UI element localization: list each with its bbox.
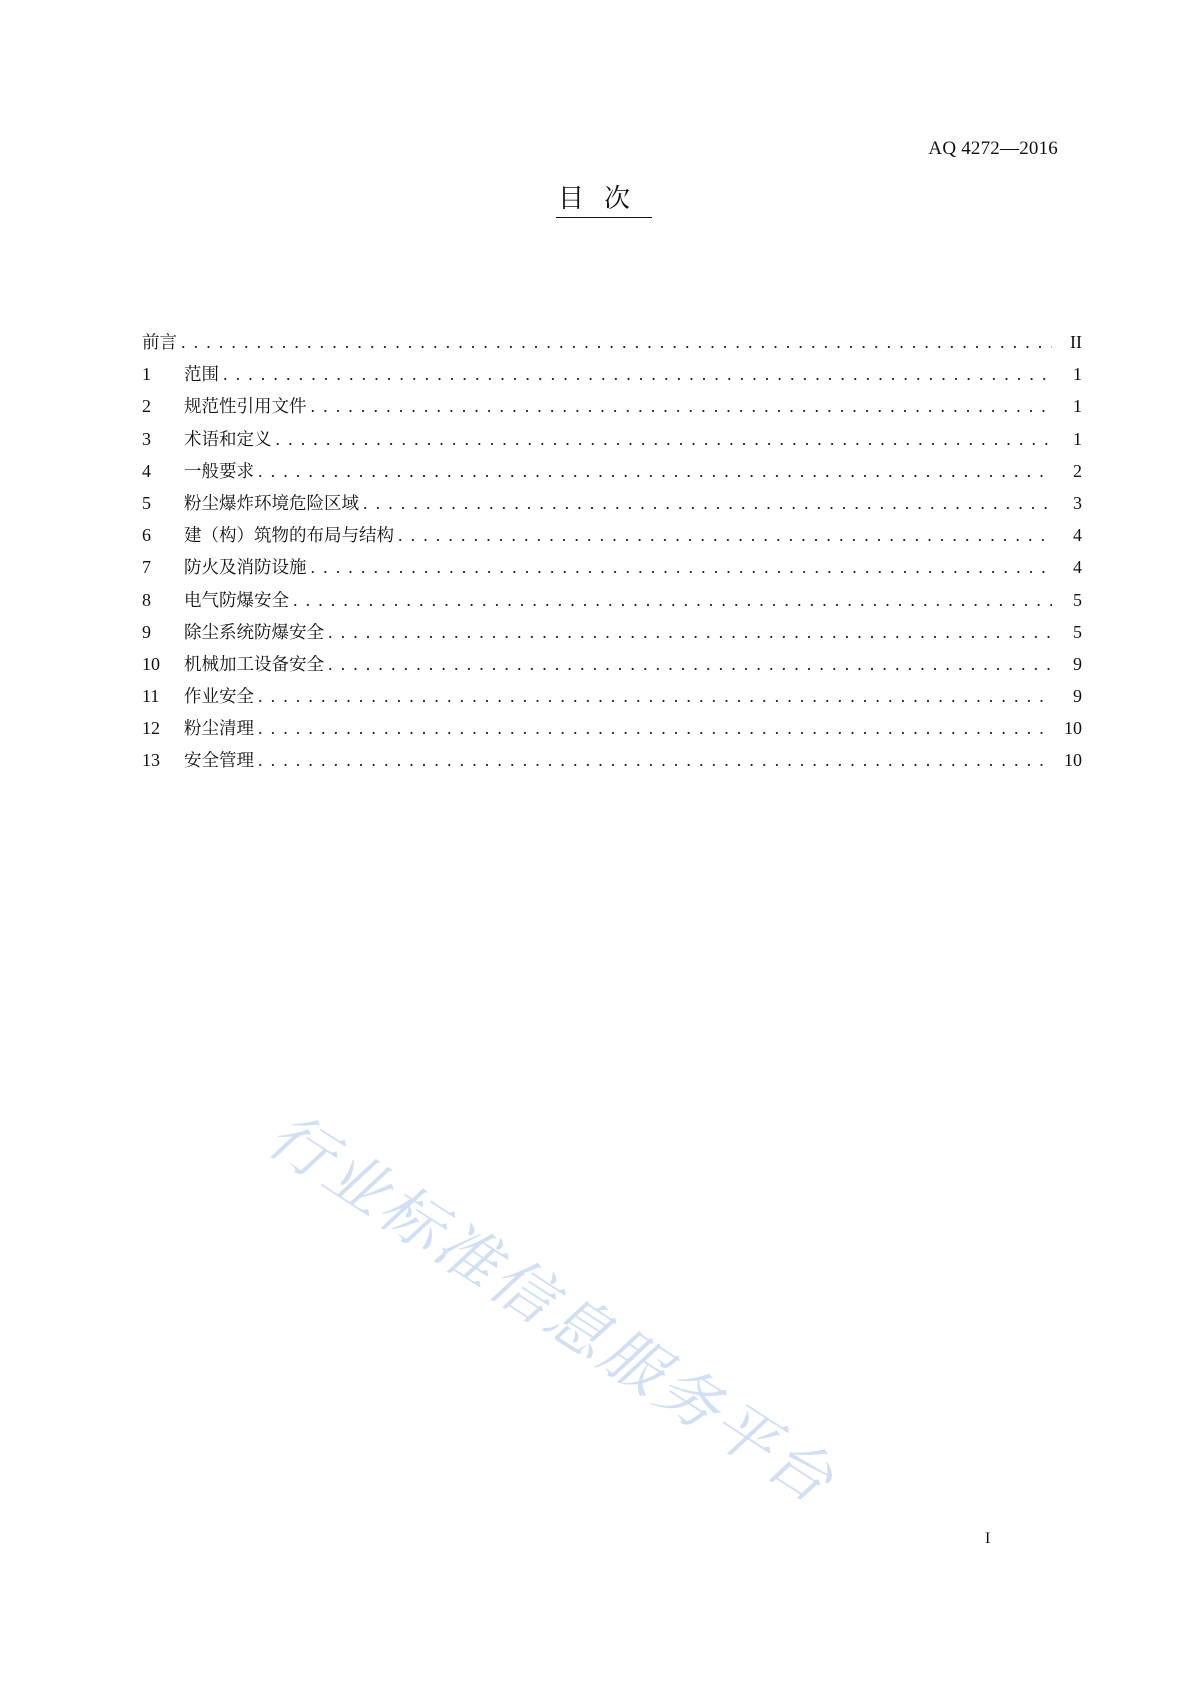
toc-entry-6[interactable] — [142, 519, 1082, 551]
toc-entry-foreword[interactable] — [142, 326, 1082, 358]
toc-leader-dots — [328, 616, 1052, 648]
toc-entry-page: 5 — [1073, 589, 1082, 610]
table-of-contents — [142, 326, 1082, 777]
toc-entry-2[interactable] — [142, 390, 1082, 422]
standard-code: AQ 4272—2016 — [928, 138, 1058, 159]
toc-entry-10[interactable] — [142, 648, 1082, 680]
toc-entry-1[interactable] — [142, 358, 1082, 390]
toc-leader-dots — [276, 423, 1053, 455]
toc-entry-number: 10 — [142, 653, 160, 674]
toc-leader-dots — [258, 712, 1052, 744]
toc-entry-page: 1 — [1073, 396, 1082, 417]
toc-entry-label: 电气防爆安全 — [184, 590, 289, 611]
toc-entry-number: 8 — [142, 589, 151, 610]
toc-entry-label: 除尘系统防爆安全 — [184, 622, 324, 643]
toc-leader-dots — [398, 519, 1052, 551]
toc-entry-label: 安全管理 — [184, 751, 254, 772]
toc-entry-label: 粉尘清理 — [184, 719, 254, 740]
toc-entry-12[interactable] — [142, 712, 1082, 744]
toc-entry-number: 11 — [142, 686, 160, 707]
toc-entry-page: 10 — [1064, 750, 1082, 771]
toc-entry-number: 3 — [142, 428, 151, 449]
toc-leader-dots — [258, 455, 1052, 487]
toc-entry-page: 2 — [1073, 460, 1082, 481]
toc-entry-number: 5 — [142, 492, 151, 513]
toc-entry-label: 范围 — [184, 365, 219, 386]
toc-entry-page: 1 — [1073, 364, 1082, 385]
toc-entry-13[interactable] — [142, 744, 1082, 776]
toc-entry-label: 一般要求 — [184, 461, 254, 482]
toc-entry-number: 7 — [142, 557, 151, 578]
toc-leader-dots — [328, 648, 1052, 680]
toc-entry-number: 12 — [142, 718, 160, 739]
toc-entry-11[interactable] — [142, 680, 1082, 712]
toc-entry-page: 9 — [1073, 653, 1082, 674]
toc-entry-page: 4 — [1073, 557, 1082, 578]
toc-entry-label: 防火及消防设施 — [184, 558, 307, 579]
toc-entry-4[interactable] — [142, 455, 1082, 487]
toc-entry-label: 规范性引用文件 — [184, 397, 307, 418]
toc-entry-page: 3 — [1073, 492, 1082, 513]
toc-entry-page: 4 — [1073, 525, 1082, 546]
toc-entry-page: 10 — [1064, 718, 1082, 739]
toc-entry-9[interactable] — [142, 616, 1082, 648]
toc-entry-page: 5 — [1073, 621, 1082, 642]
toc-entry-number: 13 — [142, 750, 160, 771]
page-title-text: 目次 — [556, 178, 652, 218]
toc-entry-label: 术语和定义 — [184, 429, 272, 450]
toc-leader-dots — [258, 744, 1052, 776]
toc-entry-number: 4 — [142, 460, 151, 481]
toc-entry-number: 6 — [142, 525, 151, 546]
toc-leader-dots — [181, 326, 1052, 358]
toc-entry-page: 9 — [1073, 686, 1082, 707]
toc-entry-label: 机械加工设备安全 — [184, 654, 324, 675]
toc-entry-8[interactable] — [142, 584, 1082, 616]
toc-leader-dots — [311, 551, 1053, 583]
toc-leader-dots — [311, 390, 1053, 422]
toc-entry-page: II — [1070, 332, 1082, 352]
toc-entry-number: 9 — [142, 621, 151, 642]
toc-entry-label: 粉尘爆炸环境危险区域 — [184, 493, 359, 514]
toc-entry-page: 1 — [1073, 428, 1082, 449]
toc-leader-dots — [258, 680, 1052, 712]
toc-leader-dots — [223, 358, 1052, 390]
toc-entry-5[interactable] — [142, 487, 1082, 519]
page-title — [0, 178, 1190, 218]
toc-entry-label: 前言 — [142, 333, 177, 353]
toc-entry-3[interactable] — [142, 423, 1082, 455]
toc-entry-label: 建（构）筑物的布局与结构 — [184, 526, 394, 547]
toc-entry-label: 作业安全 — [184, 687, 254, 708]
toc-entry-7[interactable] — [142, 551, 1082, 583]
watermark: 行业标准信息服务平台 — [255, 1098, 849, 1519]
toc-leader-dots — [293, 584, 1052, 616]
toc-leader-dots — [363, 487, 1052, 519]
toc-entry-number: 2 — [142, 396, 151, 417]
toc-entry-number: 1 — [142, 364, 151, 385]
page-number: I — [985, 1530, 991, 1547]
